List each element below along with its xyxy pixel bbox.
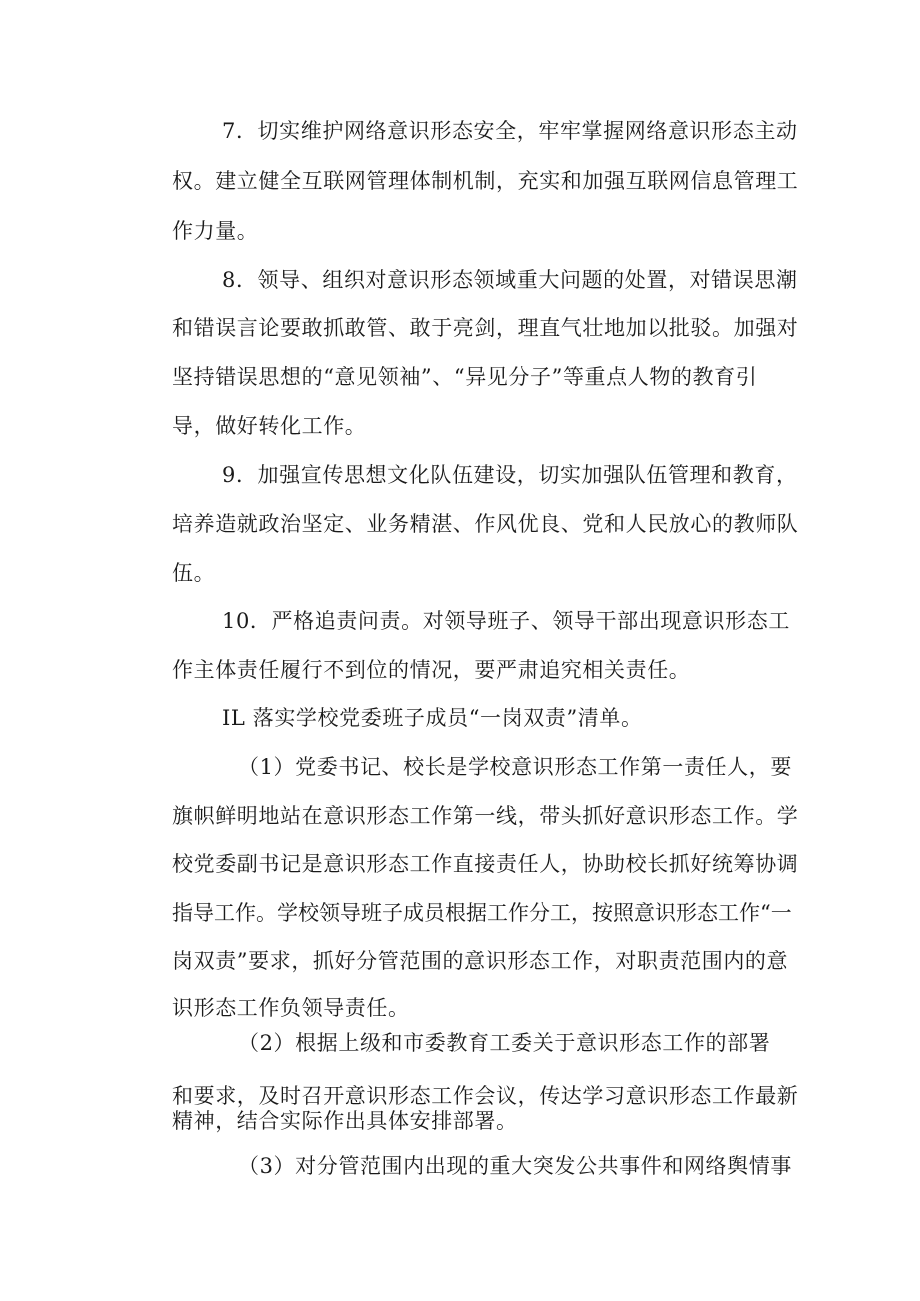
sub-item-1-line-5: 岗双责”要求，抓好分管范围的意识形态工作，对职责范围内的意	[172, 949, 789, 973]
sub-item-1-line-3: 校党委副书记是意识形态工作直接责任人，协助校长抓好统筹协调	[172, 852, 799, 876]
paragraph-8-line-1: 8．领导、组织对意识形态领域重大问题的处置，对错误思潮	[222, 268, 798, 292]
paragraph-8-line-4: 导，做好转化工作。	[172, 414, 367, 438]
paragraph-10-line-1: 10．严格追责问责。对领导班子、领导干部出现意识形态工	[222, 609, 790, 633]
sub-item-2-line-1: （2）根据上级和市委教育工委关于意识形态工作的部署	[238, 1031, 771, 1055]
paragraph-10-line-2: 作主体责任履行不到位的情况，要严肃追究相关责任。	[172, 658, 691, 682]
paragraph-9-line-1: 9．加强宣传思想文化队伍建设，切实加强队伍管理和教育，	[222, 463, 798, 487]
paragraph-11-line-1: IL 落实学校党委班子成员“一岗双责”清单。	[222, 706, 643, 730]
paragraph-9-line-2: 培养造就政治坚定、业务精湛、作风优良、党和人民放心的教师队	[172, 512, 799, 536]
paragraph-8-line-2: 和错误言论要敢抓敢管、敢于亮剑，理直气壮地加以批驳。加强对	[172, 316, 799, 340]
paragraph-7-line-2: 权。建立健全互联网管理体制机制，充实和加强互联网信息管理工	[172, 169, 799, 193]
sub-item-1-line-1: （1）党委书记、校长是学校意识形态工作第一责任人，要	[238, 755, 792, 779]
paragraph-7-line-1: 7．切实维护网络意识形态安全，牢牢掌握网络意识形态主动	[222, 119, 798, 143]
paragraph-8-line-3: 坚持错误思想的“意见领袖”、“异见分子”等重点人物的教育引	[172, 365, 758, 389]
sub-item-1-line-6: 识形态工作负领导责任。	[172, 996, 410, 1020]
sub-item-2-line-3: 精神，结合实际作出具体安排部署。	[172, 1109, 518, 1133]
sub-item-2-line-2: 和要求，及时召开意识形态工作会议，传达学习意识形态工作最新	[172, 1084, 799, 1108]
sub-item-3-line-1: （3）对分管范围内出现的重大突发公共事件和网络舆情事	[238, 1154, 792, 1178]
paragraph-9-line-3: 伍。	[172, 561, 216, 585]
sub-item-1-line-2: 旗帜鲜明地站在意识形态工作第一线，带头抓好意识形态工作。学	[172, 804, 799, 828]
paragraph-7-line-3: 作力量。	[172, 219, 259, 243]
sub-item-1-line-4: 指导工作。学校领导班子成员根据工作分工，按照意识形态工作“一	[172, 901, 792, 925]
